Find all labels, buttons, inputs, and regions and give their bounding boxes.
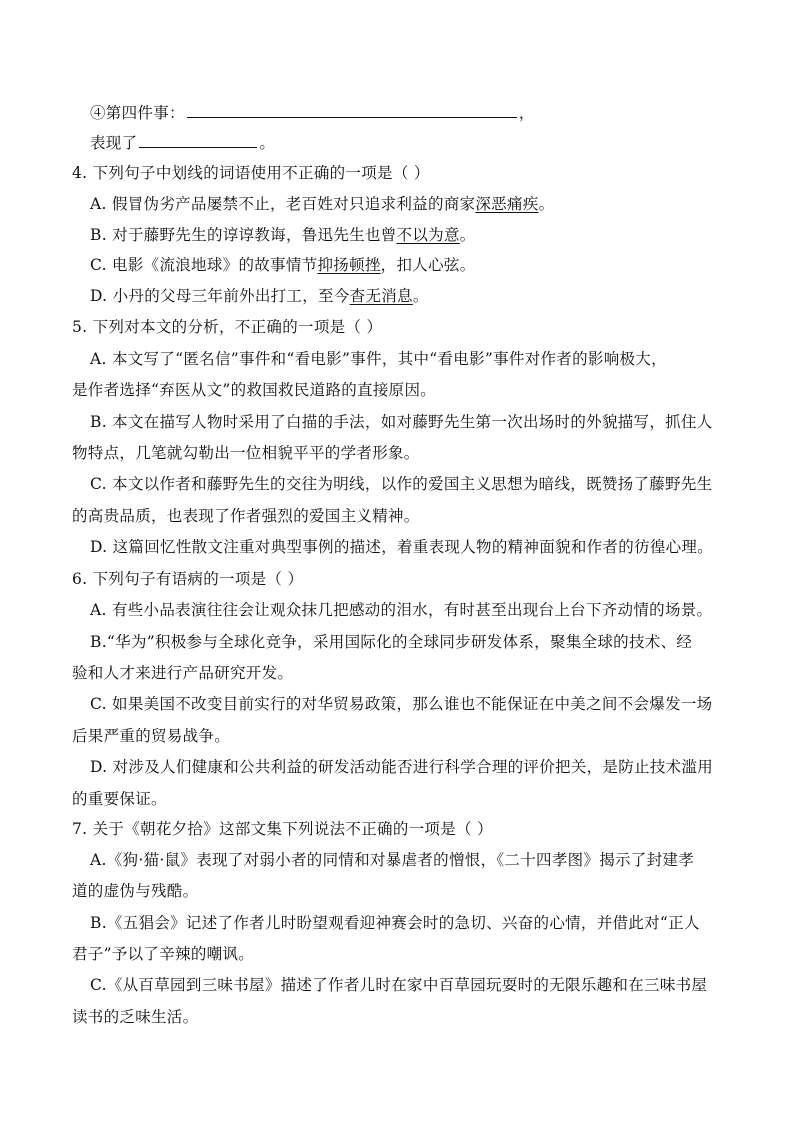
q4-d-text: D. 小丹的父母三年前外出打工，至今 [90,287,350,305]
q4-d-end: 。 [412,287,429,305]
q4-option-b [90,224,476,246]
q6-option-c-line2: 后果严重的贸易战争。 [72,727,231,745]
q5-option-b-line2: 物特点，几笔就勾勒出一位相貌平平的学者形象。 [72,444,420,462]
q5-option-d-line1: D. 这篇回忆性散文注重对典型事例的描述，着重表现人物的精神面貌和作者的彷徨心理。 [90,538,714,556]
q3-showed-blank[interactable] [139,131,257,148]
q7-option-b-line1: B.《五猖会》记述了作者儿时盼望观看迎神赛会时的急切、兴奋的心情，并借此对“正人 [90,914,700,932]
q6-option-c-line1: C. 如果美国不改变目前实行的对华贸易政策，那么谁也不能保证在中美之间不会爆发一场 [90,695,713,713]
q4-option-c [90,254,475,276]
q3-showed-label: 表现了 [90,134,138,152]
q7-option-a-line1: A.《狗·猫·鼠》表现了对弱小者的同情和对暴虐者的憎恨，《二十四孝图》揭示了封建孝 [90,851,695,869]
q6-option-a-line1: A. 有些小品表演往往会让观众抹几把感动的泪水，有时甚至出现台上台下齐动情的场景。 [90,601,713,619]
q4-a-end: 。 [538,195,555,213]
q4-stem: 4. 下列句子中划线的词语使用不正确的一项是（ ） [72,164,430,182]
q4-option-a [90,193,554,215]
q4-c-end: ，扣人心弦。 [380,256,476,274]
q4-a-underlined: 深恶痛疾 [475,195,539,213]
q5-option-a-line1: A. 本文写了“匿名信”事件和“看电影”事件，其中“看电影”事件对作者的影响极大， [90,350,667,368]
q4-c-underlined: 抑扬顿挫 [317,256,381,274]
q7-stem: 7. 关于《朝花夕拾》这部文集下列说法不正确的一项是（ ） [72,820,493,838]
q3-fourth-label: ④第四件事： [90,104,185,122]
q7-option-a-line2: 道的虚伪与残酷。 [72,882,199,900]
q5-option-c-line2: 的高贵品质，也表现了作者强烈的爱国主义精神。 [72,507,420,525]
q5-stem: 5. 下列对本文的分析，不正确的一项是（ ） [72,318,383,336]
q3-showed-end: 。 [259,134,276,152]
q4-d-underlined: 杳无消息 [349,287,413,305]
q6-option-d-line1: D. 对涉及人们健康和公共利益的研发活动能否进行科学合理的评价把关，是防止技术滥用 [90,758,714,776]
q6-option-b-line1: B.“华为”积极参与全球化竞争，采用国际化的全球同步研发体系，聚集全球的技术、经 [90,633,693,651]
q6-option-d-line2: 的重要保证。 [72,790,167,808]
q4-b-text: B. 对于藤野先生的谆谆教诲，鲁迅先生也曾 [90,226,397,244]
q5-option-b-line1: B. 本文在描写人物时采用了白描的手法，如对藤野先生第一次出场时的外貌描写，抓住人 [90,413,713,431]
q3-fourth-end: ， [518,104,535,122]
q6-option-b-line2: 验和人才来进行产品研究开发。 [72,664,294,682]
q7-option-b-line2: 君子”予以了辛辣的嘲讽。 [72,945,255,963]
q4-b-underlined: 不以为意 [396,226,460,244]
q4-a-text: A. 假冒伪劣产品屡禁不止，老百姓对只追求利益的商家 [90,195,476,213]
q5-option-c-line1: C. 本文以作者和藤野先生的交往为明线，以作的爱国主义思想为暗线，既赞扬了藤野先生 [90,475,713,493]
q3-fourth-item [90,101,535,124]
q5-option-a-line2: 是作者选择“弃医从文”的救国救民道路的直接原因。 [72,381,437,399]
q7-option-c-line1: C.《从百草园到三味书屋》描述了作者儿时在家中百草园玩耍时的无限乐趣和在三味书屋 [90,976,708,994]
q4-option-d [90,285,429,307]
q4-b-end: 。 [459,226,476,244]
q6-stem: 6. 下列句子有语病的一项是（ ） [72,570,304,588]
q4-c-text: C. 电影《流浪地球》的故事情节 [90,256,318,274]
q3-showed-item [90,131,275,154]
q7-option-c-line2: 读书的乏味生活。 [72,1008,199,1026]
q3-fourth-blank[interactable] [187,101,517,118]
